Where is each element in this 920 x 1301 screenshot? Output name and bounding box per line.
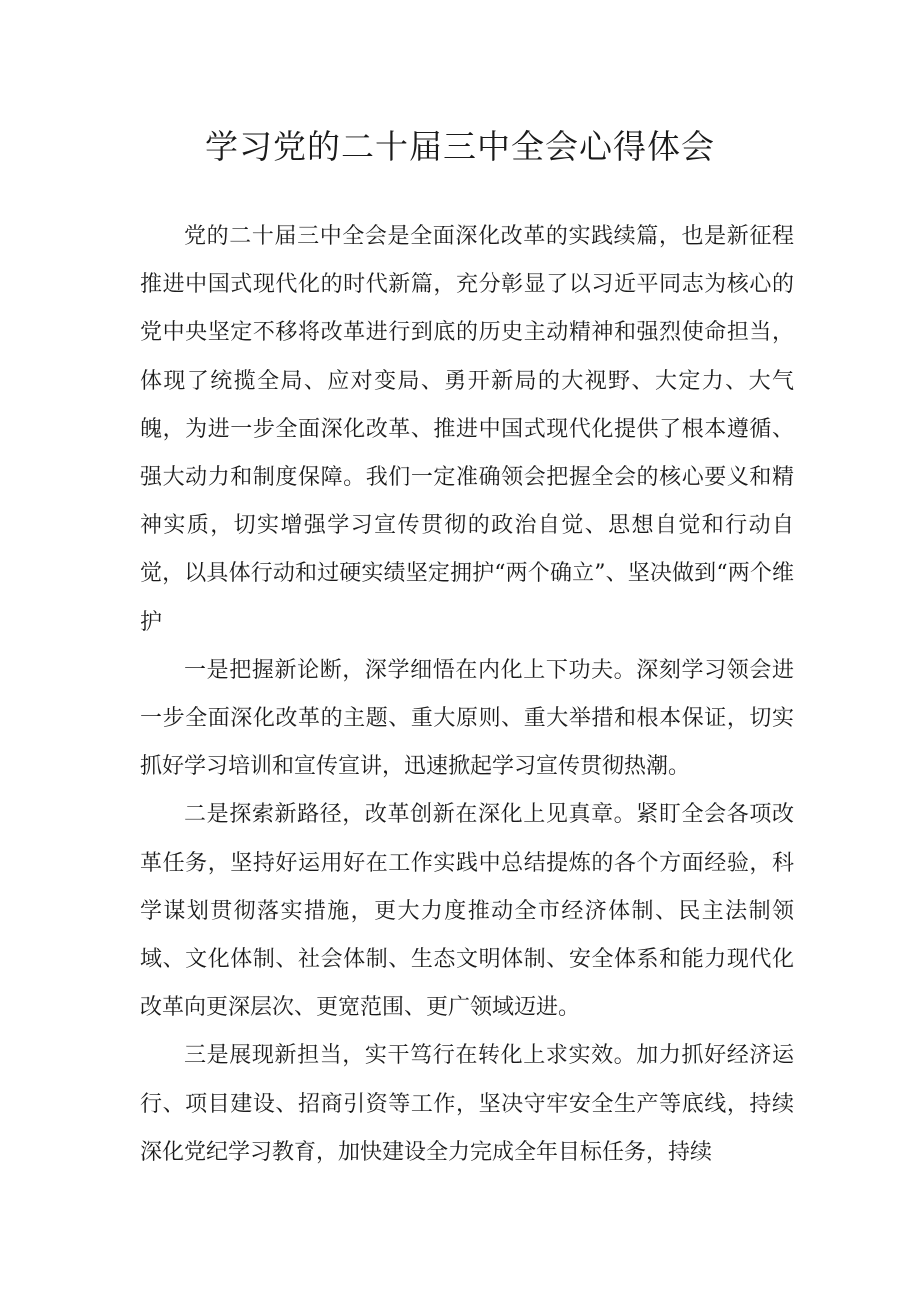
paragraph-intro: 党的二十届三中全会是全面深化改革的实践续篇，也是新征程推进中国式现代化的时代新篇，充分彰显了以习近平同志为核心的党中央坚定不移将改革进行到底的历史主动精神和强烈使命担当，体现了统揽全局、应对变局、勇开新局的大视野、大定力、大气魄，为进一步全面深化改革、推进中国式现代化提供了根本遵循、强大动力和制度保障。我们一定准确领会把握全会的核心要义和精神实质，切实增强学习宣传贯彻的政治自觉、思想自觉和行动自觉，以具体行动和过硬实绩坚定拥护“两个确立”、坚决做到“两个维护: [140, 224, 794, 635]
document-title: 学习党的二十届三中全会心得体会: [205, 127, 715, 166]
paragraph-point-one: 一是把握新论断，深学细悟在内化上下功夫。深刻学习领会进一步全面深化改革的主题、重大原则、重大举措和根本保证，切实抓好学习培训和宣传宣讲，迅速掀起学习宣传贯彻热潮。: [140, 657, 794, 780]
paragraph-point-two: 二是探索新路径，改革创新在深化上见真章。紧盯全会各项改革任务，坚持好运用好在工作实践中总结提炼的各个方面经验，科学谋划贯彻落实措施，更大力度推动全市经济体制、民主法制领域、文化体制、社会体制、生态文明体制、安全体系和能力现代化改革向更深层次、更宽范围、更广领域迈进。: [140, 802, 794, 1021]
document-body: [140, 213, 794, 1177]
paragraph-point-three: 三是展现新担当，实干笃行在转化上求实效。加力抓好经济运行、项目建设、招商引资等工作，坚决守牢安全生产等底线，持续深化党纪学习教育，加快建设全力完成全年目标任务，持续: [140, 1043, 794, 1165]
